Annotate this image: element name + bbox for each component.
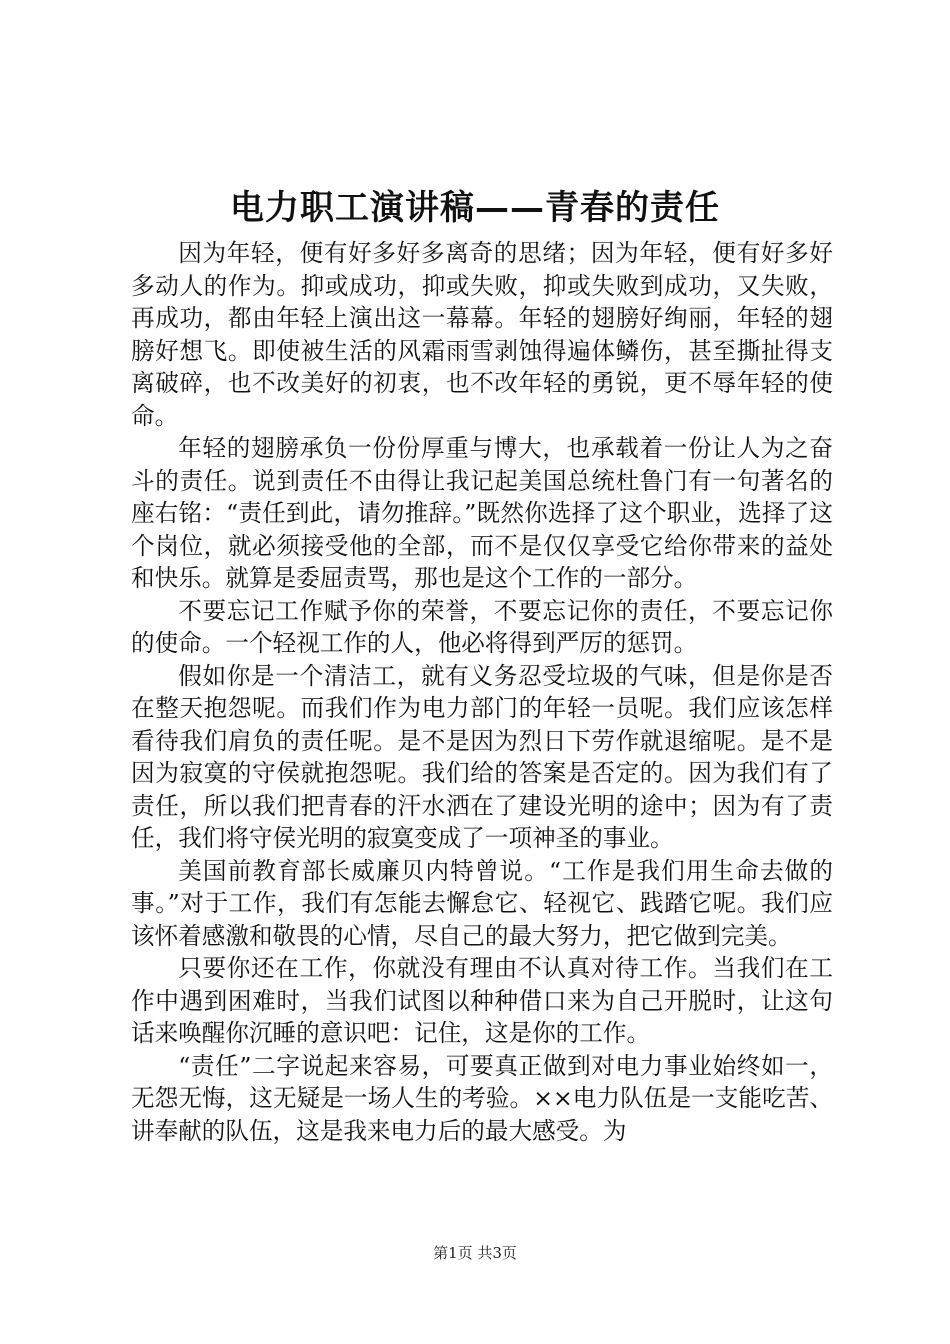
body-paragraph-4: 假如你是一个清洁工，就有义务忍受垃圾的气味，但是你是否在整天抱怨呢。而我们作为电力部门的年轻一员呢。我们应该怎样看待我们肩负的责任呢。是不是因为烈日下劳作就退缩呢。是不是因为寂寞的守侯就抱怨呢。我们给的答案是否定的。因为我们有了责任，所以我们把青春的汗水洒在了建设光明的途中；因为有了责任，我们将守侯光明的寂寞变成了一项神圣的事业。 (131, 661, 833, 852)
body-paragraph-7: “责任”二字说起来容易，可要真正做到对电力事业始终如一，无怨无悔，这无疑是一场人生的考验。××电力队伍是一支能吃苦、讲奉献的队伍，这是我来电力后的最大感受。为 (131, 1051, 833, 1145)
body-paragraph-1: 因为年轻，便有好多好多离奇的思绪；因为年轻，便有好多好多动人的作为。抑或成功，抑或失败，抑或失败到成功，又失败，再成功，都由年轻上演出这一幕幕。年轻的翅膀好绚丽，年轻的翅膀好想飞。即使被生活的风霜雨雪剥蚀得遍体鳞伤，甚至撕扯得支离破碎，也不改美好的初衷，也不改年轻的勇锐，更不辱年轻的使命。 (131, 239, 833, 430)
body-paragraph-5: 美国前教育部长威廉贝内特曾说。“工作是我们用生命去做的事。”对于工作，我们有怎能去懈怠它、轻视它、践踏它呢。我们应该怀着感激和敬畏的心情，尽自己的最大努力，把它做到完美。 (131, 856, 833, 950)
page-number-footer: 第1页 共3页 (433, 1244, 517, 1262)
document-body (131, 237, 833, 1147)
body-paragraph-2: 年轻的翅膀承负一份份厚重与博大，也承载着一份让人为之奋斗的责任。说到责任不由得让我记起美国总统杜鲁门有一句著名的座右铭：“责任到此，请勿推辞。”既然你选择了这个职业，选择了这个岗位，就必须接受他的全部，而不是仅仅享受它给你带来的益处和快乐。就算是委屈责骂，那也是这个工作的一部分。 (131, 434, 833, 592)
body-paragraph-6: 只要你还在工作，你就没有理由不认真对待工作。当我们在工作中遇到困难时，当我们试图以种种借口来为自己开脱时，让这句话来唤醒你沉睡的意识吧：记住，这是你的工作。 (131, 954, 833, 1047)
body-paragraph-3: 不要忘记工作赋予你的荣誉，不要忘记你的责任，不要忘记你的使命。一个轻视工作的人，他必将得到严厉的惩罚。 (131, 596, 833, 657)
document-title: 电力职工演讲稿——青春的责任 (230, 188, 720, 228)
